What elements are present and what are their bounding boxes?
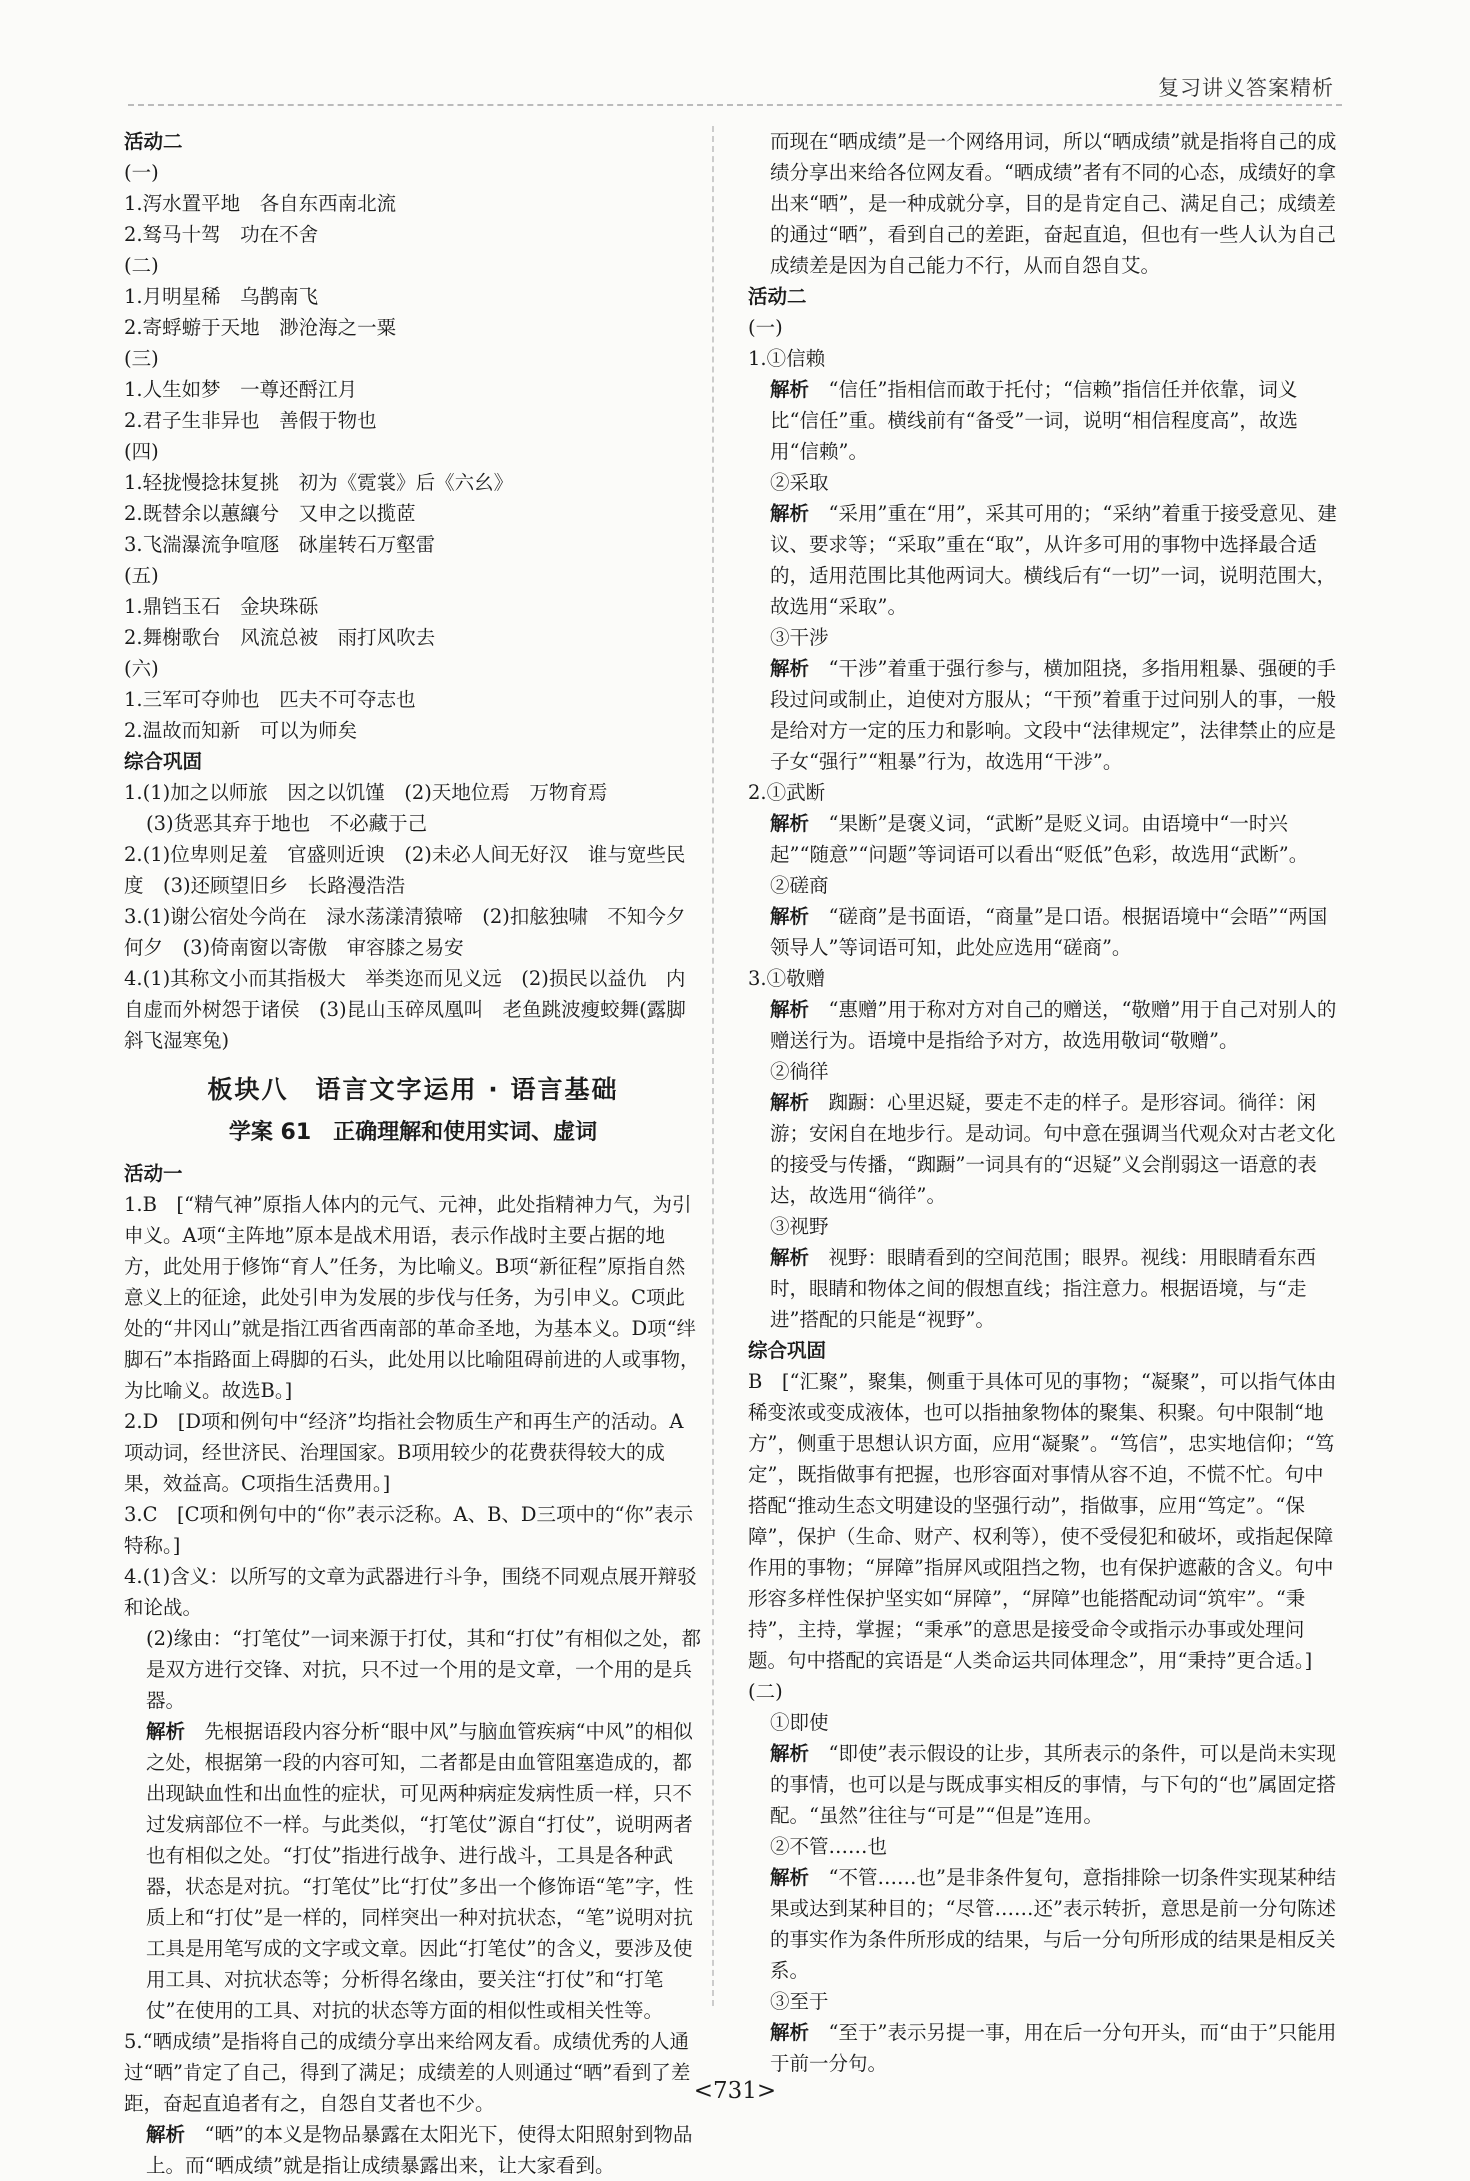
analysis-text: “即使”表示假设的让步，其所表示的条件，可以是尚未实现的事情，也可以是与既成事实相反的事情，与下句的“也”属固定搭配。“虽然”往往与“可是”“但是”连用。 <box>770 1742 1336 1827</box>
answer-line: 3.C [C项和例句中的“你”表示泛称。A、B、D三项中的“你”表示特称。] <box>124 1503 693 1557</box>
answer-line: 1.月明星稀 乌鹊南飞 <box>124 285 319 308</box>
analysis-text: “至于”表示另提一事，用在后一分句开头，而“由于”只能用于前一分句。 <box>770 2021 1337 2075</box>
answer-line: 1.轻拢慢捻抹复挑 初为《霓裳》后《六幺》 <box>124 471 514 494</box>
page-header: 复习讲义答案精析 <box>1158 76 1334 100</box>
header-rule <box>128 104 1342 106</box>
answer-line: ②不管……也 <box>770 1835 888 1858</box>
section-heading: 综合巩固 <box>124 750 203 773</box>
analysis-label: 解析 <box>770 905 810 928</box>
analysis-label: 解析 <box>770 378 810 401</box>
analysis-paragraph <box>748 374 1338 467</box>
page-number: <731> <box>693 2078 777 2104</box>
answer-line: 1.三军可夺帅也 匹夫不可夺志也 <box>124 688 416 711</box>
analysis-text: 视野：眼睛看到的空间范围；眼界。视线：用眼睛看东西时，眼睛和物体之间的假想直线；指注意力。根据语境，与“走进”搭配的只能是“视野”。 <box>770 1246 1317 1331</box>
answer-line: ①即使 <box>770 1711 829 1734</box>
left-column <box>124 126 702 2181</box>
answer-line: 1.①信赖 <box>748 347 826 370</box>
answer-line: (二) <box>124 254 159 277</box>
analysis-label: 解析 <box>770 1091 810 1114</box>
answer-line: 1.人生如梦 一尊还酹江月 <box>124 378 358 401</box>
answer-line: 2.舞榭歌台 风流总被 雨打风吹去 <box>124 626 436 649</box>
analysis-text: “不管……也”是非条件复句，意指排除一切条件实现某种结果或达到某种目的；“尽管……还”表示转折，意思是前一分句陈述的事实作为条件所形成的结果，与后一分句所形成的结果是相反关系。 <box>770 1866 1336 1982</box>
analysis-paragraph <box>124 2119 702 2181</box>
answer-line: (一) <box>748 316 783 339</box>
analysis-label: 解析 <box>770 502 810 525</box>
analysis-paragraph <box>124 1716 702 2026</box>
answer-line: 2.寄蜉蝣于天地 渺沧海之一粟 <box>124 316 397 339</box>
analysis-paragraph <box>748 1862 1338 1986</box>
answer-line: 而现在“晒成绩”是一个网络用词，所以“晒成绩”就是指将自己的成绩分享出来给各位网友看。“晒成绩”者有不同的心态，成绩好的拿出来“晒”，是一种成就分享，目的是肯定自己、满足自己；成绩差的通过“晒”，看到自己的差距，奋起直追，但也有一些人认为自己成绩差是因为自己能力不行，从而自怨自艾。 <box>770 130 1337 277</box>
answer-line: ③至于 <box>770 1990 829 2013</box>
answer-line: (2)缘由：“打笔仗”一词来源于打仗，其和“打仗”有相似之处，都是双方进行交锋、对抗，只不过一个用的是文章，一个用的是兵器。 <box>146 1627 701 1712</box>
analysis-label: 解析 <box>770 1742 810 1765</box>
answer-line: ③视野 <box>770 1215 829 1238</box>
answer-line: (3)货恶其弃于地也 不必藏于己 <box>146 812 428 835</box>
answer-line: 2.驽马十驾 功在不舍 <box>124 223 319 246</box>
answer-line: 1.(1)加之以师旅 因之以饥馑 (2)天地位焉 万物育焉 <box>124 781 608 804</box>
answer-line: 1.鼎铛玉石 金块珠砾 <box>124 595 319 618</box>
answer-line: 2.君子生非异也 善假于物也 <box>124 409 377 432</box>
analysis-paragraph <box>748 808 1338 870</box>
answer-line: (五) <box>124 564 159 587</box>
analysis-label: 解析 <box>770 998 810 1021</box>
analysis-paragraph <box>748 1738 1338 1831</box>
analysis-label: 解析 <box>146 1720 186 1743</box>
analysis-label: 解析 <box>146 2123 186 2146</box>
analysis-text: 踟蹰：心里迟疑，要走不走的样子。是形容词。徜徉：闲游；安闲自在地步行。是动词。句中意在强调当代观众对古老文化的接受与传播，“踟蹰”一词具有的“迟疑”义会削弱这一语意的表达，故选用“徜徉”。 <box>770 1091 1336 1207</box>
analysis-paragraph <box>748 1087 1338 1211</box>
analysis-paragraph <box>748 1242 1338 1335</box>
analysis-paragraph <box>748 994 1338 1056</box>
block-title: 板块八 语言文字运用 · 语言基础 <box>207 1075 619 1104</box>
analysis-label: 解析 <box>770 1246 810 1269</box>
answer-line: 4.(1)其称文小而其指极大 举类迩而见义远 (2)损民以益仇 内自虚而外树怨于诸侯 (3)昆山玉碎凤凰叫 老鱼跳波瘦蛟舞(露脚斜飞湿寒兔) <box>124 967 686 1052</box>
analysis-paragraph <box>748 498 1338 622</box>
answer-line: 3.飞湍瀑流争喧豗 砯崖转石万壑雷 <box>124 533 436 556</box>
analysis-text: “果断”是褒义词，“武断”是贬义词。由语境中“一时兴起”“随意”“问题”等词语可以看出“贬低”色彩，故选用“武断”。 <box>770 812 1309 866</box>
right-column <box>748 126 1338 2079</box>
answer-line: 2.既替余以蕙纕兮 又申之以揽茝 <box>124 502 416 525</box>
analysis-label: 解析 <box>770 1866 810 1889</box>
answer-line: 4.(1)含义：以所写的文章为武器进行斗争，围绕不同观点展开辩驳和论战。 <box>124 1565 697 1619</box>
analysis-text: “惠赠”用于称对方对自己的赠送，“敬赠”用于自己对别人的赠送行为。语境中是指给予对方，故选用敬词“敬赠”。 <box>770 998 1337 1052</box>
analysis-paragraph <box>748 2017 1338 2079</box>
answer-line: 1.泻水置平地 各自东西南北流 <box>124 192 397 215</box>
analysis-text: 先根据语段内容分析“眼中风”与脑血管疾病“中风”的相似之处，根据第一段的内容可知，二者都是由血管阻塞造成的，都出现缺血性和出血性的症状，可见两种病症发病性质一样，只不过发病部位不一样。与此类似，“打笔仗”源自“打仗”，说明两者也有相似之处。“打仗”指进行战争、进行战斗，工具是各种武器，状态是对抗。“打笔仗”比“打仗”多出一个修饰语“笔”字，性质上和“打仗”是一样的，同样突出一种对抗状态，“笔”说明对抗工具是用笔写成的文字或文章。因此“打笔仗”的含义，要涉及使用工具、对抗状态等；分析得名缘由，要关注“打仗”和“打笔仗”在使用的工具、对抗的状态等方面的相似性或相关性等。 <box>146 1720 694 2022</box>
answer-line: (六) <box>124 657 159 680</box>
analysis-paragraph <box>748 653 1338 777</box>
answer-line: (四) <box>124 440 159 463</box>
answer-line: ②采取 <box>770 471 829 494</box>
lesson-title: 学案 61 正确理解和使用实词、虚词 <box>228 1120 598 1145</box>
answer-line: B [“汇聚”，聚集，侧重于具体可见的事物；“凝聚”，可以指气体由稀变浓或变成液体，也可以指抽象物体的聚集、积聚。句中限制“地方”，侧重于思想认识方面，应用“凝聚”。“笃信”，忠实地信仰；“笃定”，既指做事有把握，也形容面对事情从容不迫，不慌不忙。句中搭配“推动生态文明建设的坚强行动”，指做事，应用“笃定”。“保障”，保护（生命、财产、权利等），使不受侵犯和破坏，或指起保障作用的事物；“屏障”指屏风或阻挡之物，也有保护遮蔽的含义。句中形容多样性保护坚实如“屏障”，“屏障”也能搭配动词“筑牢”。“秉持”，主持，掌握；“秉承”的意思是接受命令或指示办事或处理问题。句中搭配的宾语是“人类命运共同体理念”，用“秉持”更合适。] <box>748 1370 1337 1672</box>
section-heading: 活动一 <box>124 1162 183 1185</box>
analysis-paragraph <box>748 901 1338 963</box>
answer-line: 2.(1)位卑则足羞 官盛则近谀 (2)未必人间无好汉 谁与宽些民度 (3)还顾望旧乡 长路漫浩浩 <box>124 843 686 897</box>
answer-line: ②磋商 <box>770 874 829 897</box>
answer-line: 1.B [“精气神”原指人体内的元气、元神，此处指精神力气，为引申义。A项“主阵地”原本是战术用语，表示作战时主要占据的地方，此处用于修饰“育人”任务，为比喻义。B项“新征程”原指自然意义上的征途，此处引申为发展的步伐与任务，为引申义。C项此处的“井冈山”就是指江西省西南部的革命圣地，为基本义。D项“绊脚石”本指路面上碍脚的石头，此处用以比喻阻碍前进的人或事物，为比喻义。故选B。] <box>124 1193 700 1402</box>
answer-line: (一) <box>124 161 159 184</box>
answer-line: 3.①敬赠 <box>748 967 826 990</box>
analysis-text: “采用”重在“用”，采其可用的；“采纳”着重于接受意见、建议、要求等；“采取”重在“取”，从许多可用的事物中选择最合适的，适用范围比其他两词大。横线后有“一切”一词，说明范围大，故选用“采取”。 <box>770 502 1337 618</box>
answer-line: ②徜徉 <box>770 1060 829 1083</box>
answer-line: ③干涉 <box>770 626 829 649</box>
analysis-label: 解析 <box>770 657 810 680</box>
answer-line: 3.(1)谢公宿处今尚在 渌水荡漾清猿啼 (2)扣舷独啸 不知今夕何夕 (3)倚南窗以寄傲 审容膝之易安 <box>124 905 686 959</box>
answer-line: 2.D [D项和例句中“经济”均指社会物质生产和再生产的活动。A项动词，经世济民、治理国家。B项用较少的花费获得较大的成果，效益高。C项指生活费用。] <box>124 1410 684 1495</box>
column-divider <box>712 126 714 2006</box>
answer-line: (三) <box>124 347 159 370</box>
answer-line: (二) <box>748 1680 783 1703</box>
analysis-text: “磋商”是书面语，“商量”是口语。根据语境中“会晤”“两国领导人”等词语可知，此处应选用“磋商”。 <box>770 905 1328 959</box>
section-heading: 活动二 <box>124 130 183 153</box>
analysis-text: “晒”的本义是物品暴露在太阳光下，使得太阳照射到物品上。而“晒成绩”就是指让成绩暴露出来，让大家看到。 <box>146 2123 693 2177</box>
analysis-label: 解析 <box>770 2021 810 2044</box>
section-heading: 综合巩固 <box>748 1339 827 1362</box>
answer-line: 2.①武断 <box>748 781 826 804</box>
analysis-text: “信任”指相信而敢于托付；“信赖”指信任并依靠，词义比“信任”重。横线前有“备受”一词，说明“相信程度高”，故选用“信赖”。 <box>770 378 1298 463</box>
section-heading: 活动二 <box>748 285 807 308</box>
analysis-label: 解析 <box>770 812 810 835</box>
analysis-text: “干涉”着重于强行参与，横加阻挠，多指用粗暴、强硬的手段过问或制止，迫使对方服从；“干预”着重于过问别人的事，一般是给对方一定的压力和影响。文段中“法律规定”，法律禁止的应是子女“强行”“粗暴”行为，故选用“干涉”。 <box>770 657 1336 773</box>
answer-line: 2.温故而知新 可以为师矣 <box>124 719 358 742</box>
answer-line: 5.“晒成绩”是指将自己的成绩分享出来给网友看。成绩优秀的人通过“晒”肯定了自己，得到了满足；成绩差的人则通过“晒”看到了差距，奋起直追者有之，自怨自艾者也不少。 <box>124 2030 691 2115</box>
